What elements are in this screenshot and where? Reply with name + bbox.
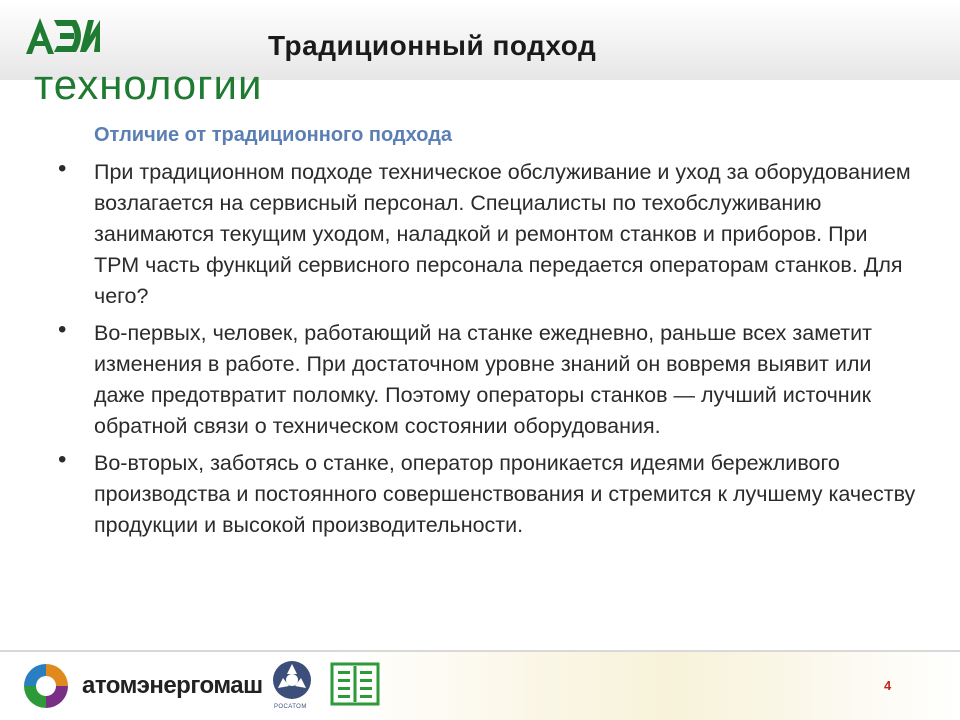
section-subtitle: Отличие от традиционного подхода bbox=[94, 124, 453, 146]
book-logo-icon bbox=[330, 662, 380, 706]
bullet-icon: • bbox=[58, 446, 67, 473]
bullet-icon: • bbox=[58, 155, 67, 182]
bullet-list bbox=[58, 157, 918, 547]
bullet-text: При традиционном подходе техническое обслуживание и уход за оборудованием возлагается на сервисный персонал. Специалисты по техобслуживанию занимаются текущим уходом, наладкой и ремонтом станков и приборов. При ТРМ часть функций сервисного персонала передается операторам станков. Для чего? bbox=[94, 160, 911, 308]
slide-title: Традиционный подход bbox=[268, 30, 597, 61]
aem-logo-icon bbox=[24, 16, 102, 56]
atomenergomash-logo-icon bbox=[20, 660, 72, 712]
rosatom-label: РОСАТОМ bbox=[274, 704, 307, 710]
bullet-item bbox=[58, 157, 918, 312]
page-number: 4 bbox=[884, 678, 892, 693]
bullet-text: Во-вторых, заботясь о станке, оператор проникается идеями бережливого производства и постоянного совершенствования и стремится к лучшему качеству продукции и высокой производительности. bbox=[94, 451, 916, 537]
rosatom-logo-icon bbox=[270, 658, 314, 710]
bullet-text: Во-первых, человек, работающий на станке ежедневно, раньше всех заметит изменения в работе. При достаточном уровне знаний он вовремя выявит или даже предотвратит поломку. Поэтому операторы станков — лучший источник обратной связи о техническом состоянии оборудования. bbox=[94, 321, 872, 438]
company-name: атомэнергомаш bbox=[82, 672, 263, 699]
brand-word: технологии bbox=[34, 61, 263, 108]
bullet-icon: • bbox=[58, 316, 67, 343]
bullet-item bbox=[58, 448, 918, 541]
bullet-item bbox=[58, 318, 918, 442]
